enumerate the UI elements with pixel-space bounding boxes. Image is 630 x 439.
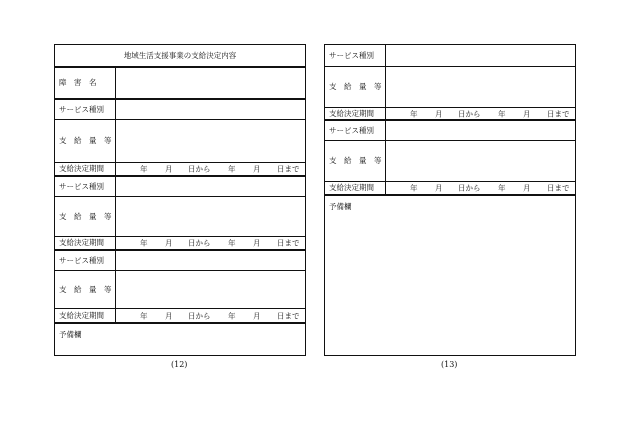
month-to-unit: 月: [523, 109, 531, 118]
service-type-field[interactable]: [116, 100, 305, 119]
amount-label: 支 給 量 等: [55, 271, 116, 308]
amount-label: 支 給 量 等: [325, 141, 386, 181]
month-from-unit: 月: [165, 238, 173, 248]
period-row: [55, 308, 305, 322]
day-from-unit: 日から: [458, 109, 481, 118]
amount-field[interactable]: [116, 120, 305, 162]
day-to-unit: 日まで: [277, 311, 300, 320]
amount-label: 支 給 量 等: [325, 67, 386, 107]
period-row: [325, 107, 575, 119]
day-to-unit: 日まで: [277, 238, 300, 248]
year-to-unit: 年: [498, 183, 506, 193]
period-label: 支給決定期間: [55, 163, 116, 175]
disability-field[interactable]: [116, 68, 305, 98]
amount-row: [325, 66, 575, 107]
period-field[interactable]: [116, 309, 305, 322]
disability-row: [55, 66, 305, 98]
period-label: 支給決定期間: [55, 237, 116, 249]
month-to-unit: 月: [253, 164, 261, 174]
page-number: (12): [171, 360, 188, 369]
service-type-field[interactable]: [116, 177, 305, 196]
amount-label: 支 給 量 等: [55, 120, 116, 162]
day-to-unit: 日まで: [547, 109, 570, 118]
service-type-label: サービス種別: [55, 177, 116, 196]
period-field[interactable]: [116, 237, 305, 249]
amount-row: [325, 140, 575, 181]
service-type-label: サービス種別: [325, 121, 386, 140]
service-type-row: [55, 98, 305, 119]
year-to-unit: 年: [228, 164, 236, 174]
period-row: [55, 162, 305, 175]
month-to-unit: 月: [523, 183, 531, 193]
service-type-row: [325, 45, 575, 66]
period-field[interactable]: [116, 163, 305, 175]
period-row: [325, 181, 575, 194]
period-label: 支給決定期間: [325, 182, 386, 194]
remarks-label: 予備欄: [329, 202, 352, 211]
form-title-row: [55, 45, 305, 66]
service-type-row: [325, 119, 575, 140]
month-from-unit: 月: [435, 183, 443, 193]
service-type-label: サービス種別: [55, 100, 116, 119]
amount-field[interactable]: [116, 197, 305, 236]
year-from-unit: 年: [410, 109, 418, 118]
left-form-page: [54, 44, 306, 356]
year-from-unit: 年: [140, 164, 148, 174]
amount-row: [55, 270, 305, 308]
period-row: [55, 236, 305, 249]
form-title: 地域生活支援事業の支給決定内容: [123, 51, 237, 60]
amount-label: 支 給 量 等: [55, 197, 116, 236]
amount-row: [55, 119, 305, 162]
day-from-unit: 日から: [458, 183, 481, 193]
day-from-unit: 日から: [188, 164, 211, 174]
service-type-field[interactable]: [386, 45, 575, 66]
year-from-unit: 年: [140, 238, 148, 248]
period-field[interactable]: [386, 182, 575, 194]
service-type-label: サービス種別: [55, 251, 116, 270]
year-from-unit: 年: [140, 311, 148, 320]
period-field[interactable]: [386, 108, 575, 119]
service-type-row: [55, 249, 305, 270]
service-type-field[interactable]: [386, 121, 575, 140]
amount-field[interactable]: [386, 141, 575, 181]
disability-label: 障 害 名: [55, 68, 116, 98]
period-label: 支給決定期間: [55, 309, 116, 322]
month-from-unit: 月: [435, 109, 443, 118]
right-form-page: [324, 44, 576, 356]
page-number: (13): [441, 360, 458, 369]
year-to-unit: 年: [228, 311, 236, 320]
year-to-unit: 年: [498, 109, 506, 118]
day-from-unit: 日から: [188, 238, 211, 248]
year-to-unit: 年: [228, 238, 236, 248]
service-type-row: [55, 175, 305, 196]
month-from-unit: 月: [165, 311, 173, 320]
month-to-unit: 月: [253, 311, 261, 320]
remarks-label: 予備欄: [59, 330, 82, 339]
service-type-field[interactable]: [116, 251, 305, 270]
day-from-unit: 日から: [188, 311, 211, 320]
day-to-unit: 日まで: [547, 183, 570, 193]
remarks-area[interactable]: [55, 322, 305, 355]
month-from-unit: 月: [165, 164, 173, 174]
amount-row: [55, 196, 305, 236]
year-from-unit: 年: [410, 183, 418, 193]
remarks-area[interactable]: [325, 194, 575, 355]
amount-field[interactable]: [386, 67, 575, 107]
day-to-unit: 日まで: [277, 164, 300, 174]
month-to-unit: 月: [253, 238, 261, 248]
amount-field[interactable]: [116, 271, 305, 308]
period-label: 支給決定期間: [325, 108, 386, 119]
service-type-label: サービス種別: [325, 45, 386, 66]
